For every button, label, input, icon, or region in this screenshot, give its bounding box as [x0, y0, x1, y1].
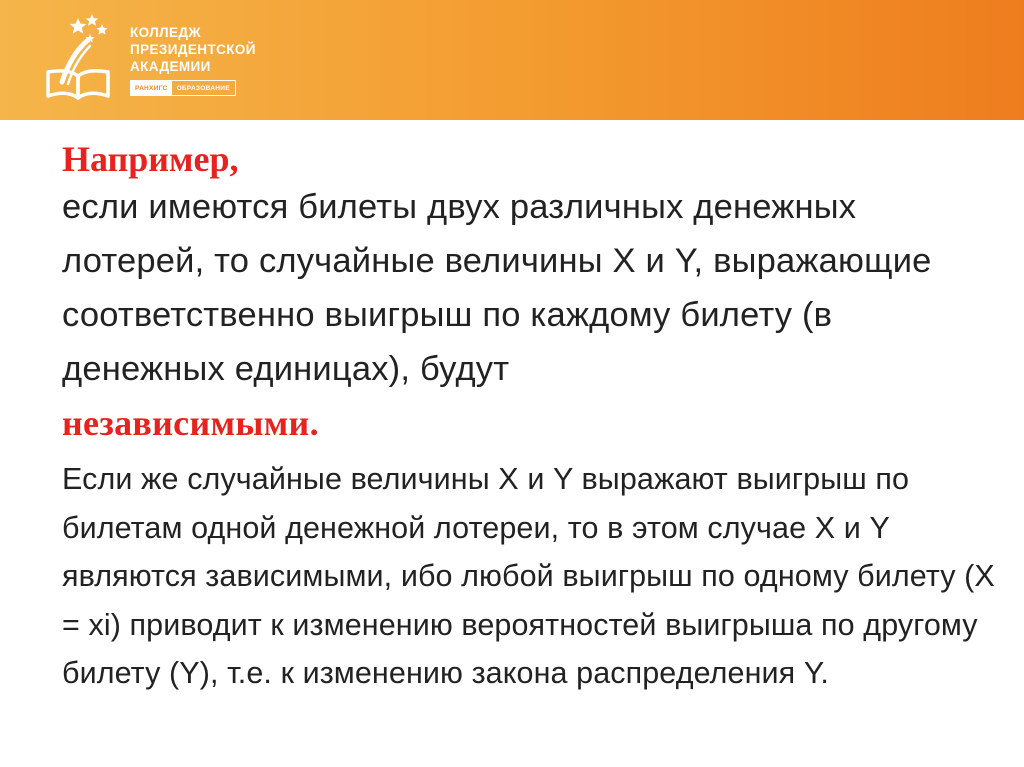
paragraph-independent	[62, 180, 1002, 451]
logo-line-2: ПРЕЗИДЕНТСКОЙ	[130, 42, 256, 57]
paragraph-independent-text: если имеются билеты двух различных денежных лотерей, то случайные величины X и Y, выражающие соответственно выигрыш по каждому билету (в денежных единицах), будут	[62, 188, 932, 388]
slide-content	[62, 138, 1002, 698]
intro-heading: Например,	[62, 139, 239, 179]
college-logo[interactable]	[40, 12, 280, 104]
logo-wordmark	[130, 24, 256, 75]
header-bar	[0, 0, 1024, 120]
paragraph-dependent: Если же случайные величины X и Y выражают выигрыш по билетам одной денежной лотереи, то в этом случае X и Y являются зависимыми, ибо любой выигрыш по одному билету (X = xi) приводит к изменению вероятностей выигрыша по другому билету (Y), т.е. к изменению закона распределения Y.	[62, 462, 995, 690]
logo-tagline	[130, 80, 236, 96]
logo-tag-education: ОБРАЗОВАНИЕ	[176, 84, 230, 92]
logo-line-3: АКАДЕМИИ	[130, 59, 211, 74]
emphasis-independent: независимыми.	[62, 403, 319, 443]
open-book-with-stars-icon	[40, 12, 120, 104]
logo-line-1: КОЛЛЕДЖ	[130, 25, 201, 40]
logo-tag-ranepa: РАНХИГС	[131, 81, 172, 95]
